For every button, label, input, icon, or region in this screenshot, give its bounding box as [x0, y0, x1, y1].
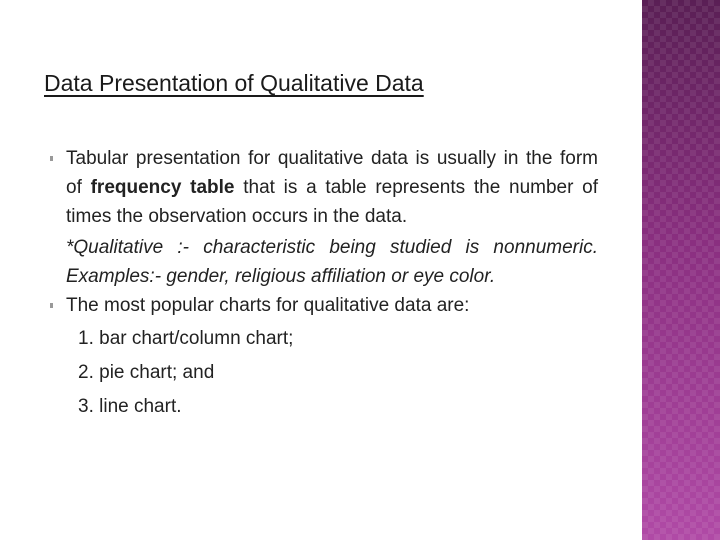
- bullet-icon: [50, 303, 53, 308]
- bullet2-text: The most popular charts for qualitative data are:: [66, 295, 470, 316]
- list-item: 1. bar chart/column chart;: [78, 328, 294, 349]
- bullet1-text-before: Tabular presentation for qualitative data is usually in the form of: [66, 148, 598, 198]
- bullet-popular-charts: [50, 291, 598, 320]
- bullet-icon: [50, 156, 53, 161]
- list-item: 3. line chart.: [78, 396, 182, 417]
- slide-title: Data Presentation of Qualitative Data: [44, 70, 424, 96]
- list-item: 2. pie chart; and: [78, 362, 215, 383]
- chart-list: [50, 322, 598, 424]
- bullet1-bold-term: frequency table: [90, 177, 235, 198]
- qualitative-definition-note: *Qualitative :- characteristic being studied is nonnumeric. Examples:- gender, religious affiliation or eye color.: [66, 237, 598, 287]
- decorative-side-band: [642, 0, 720, 540]
- bullet-tabular-presentation: [50, 144, 598, 231]
- slide-content: [50, 144, 598, 424]
- bullet1-text-after: that is a table represents the number of times the observation occurs in the data.: [66, 177, 599, 227]
